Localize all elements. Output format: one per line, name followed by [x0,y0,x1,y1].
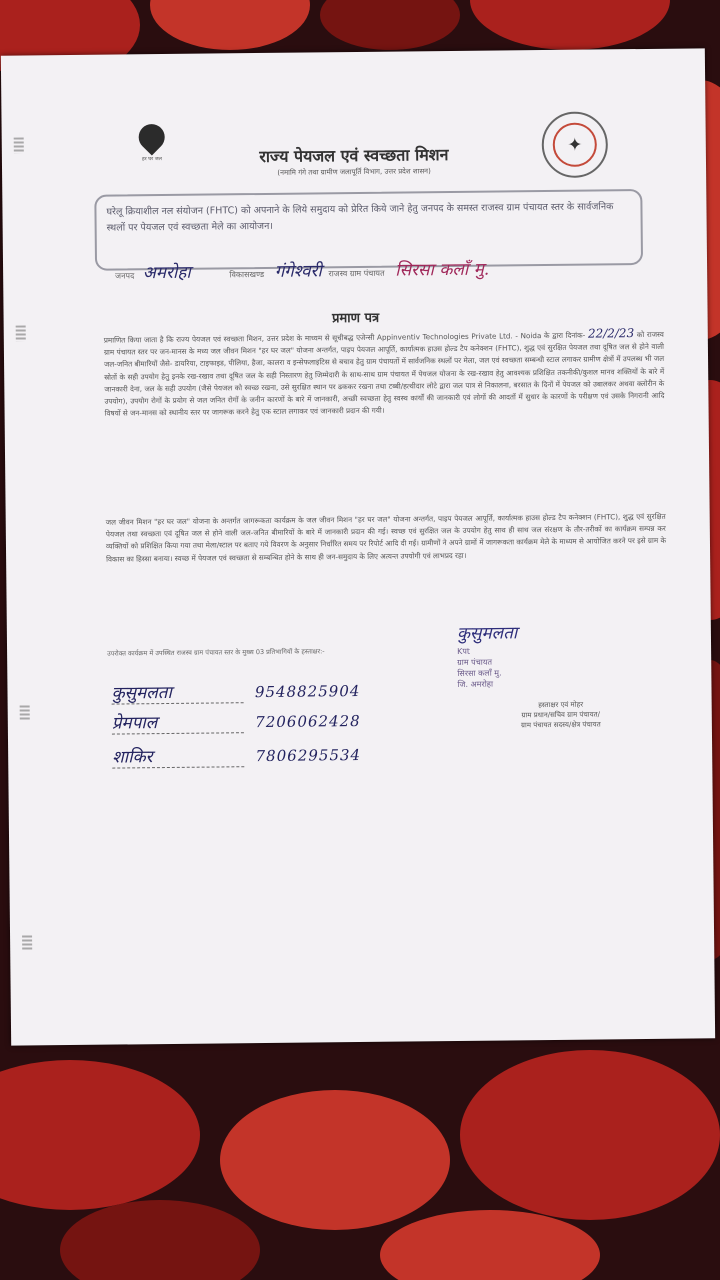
stamp-line: सिरसा कलाँ मु. [457,668,502,678]
participant-row [111,678,360,705]
signatory-block [457,619,658,690]
official-stamp [457,644,657,690]
block-label: विकासखण्ड [229,269,265,280]
participant-row [112,742,361,769]
participant-phone: 7806295534 [255,745,362,766]
document-title: राज्य पेयजल एवं स्वच्छता मिशन [259,145,449,167]
event-date: 22/2/23 [587,326,635,341]
participant-name: कुसुमलता [111,679,243,704]
certificate-paragraph-1 [104,327,665,420]
district-label: जनपद [115,271,135,281]
stamp-line: ग्राम पंचायत [457,657,493,667]
certificate-paragraph-2: जल जीवन मिशन "हर घर जल" योजना के अन्तर्गत जागरूकता कार्यक्रम के जल जीवन मिशन "हर घर जल" योजना अन्तर्गत, पाइप पेयजल आपूर्ति, कार्यात्मक हाउस होल्ड टैप कनेक्शन (FHTC), शुद्ध एवं सुरक्षित पेयजल तथा स्वच्छता एवं दूषित जल से होने वाली जल-जनित बीमारियों के बारे में जानकारी प्रदान की गई। स्वच्छ एवं सुरक्षित जल के उपयोग हेतु साथ ही साथ जल संरक्षण के तौर-तरीकों का कार्यक्रम सम्पन्न कर व्यक्तियों को प्रशिक्षित किया गया तथा मेला/स्टाल पर बताए गये विवरण के अनुसार निर्धारित समय पर रिपोर्ट आदि दी गई। ग्रामीणों ने अपने ग्रामों में जागरूकता कार्यक्रम मेले के माध्यम से आयोजित करने पर इसे ग्राम के विकास का हिस्सा बनाया। स्वच्छ में पेयजल एवं स्वच्छता से सम्बन्धित होने के साथ ही जन-समुदाय के लिए अत्यन्त उपयोगी एवं लाभप्रद रहा। [105,511,666,564]
punch-hole [22,935,32,951]
stamp-line: Kपt [457,646,471,656]
document-subtitle: (नमामि गंगे तथा ग्रामीण जलापूर्ति विभाग, उत्तर प्रदेश शासन) [277,167,431,177]
event-description-box: घरेलू क्रियाशील नल संयोजन (FHTC) को अपनाने के लिये समुदाय को प्रेरित किये जाने हेतु जनपद के समस्त राजस्व ग्राम पंचायत स्तर के सार्वजनिक स्थलों पर पेयजल एवं स्वच्छता मेले का आयोजन। [94,189,643,271]
participant-phone: 7206062428 [255,711,361,732]
punch-hole [20,705,30,721]
participant-name: प्रेमपाल [112,709,244,734]
signatory-signature: कुसुमलता [456,623,518,644]
signature-caption: हस्ताक्षर एवं मोहर ग्राम प्रधान/सचिव ग्राम पंचायत/ ग्राम पंचायत सदस्य/क्षेत्र पंचायत [520,700,601,730]
panchayat-value: सिरसा कलाँ मु. [395,259,490,281]
para1-rest: को राजस्व ग्राम पंचायत स्तर पर जन-मानस के मध्य जल जीवन मिशन "हर घर जल" योजना अन्तर्गत, पाइप पेयजल आपूर्ति, कार्यात्मक हाउस होल्ड टैप कनेक्शन (FHTC), शुद्ध एवं सुरक्षित पेयजल तथा दूषित जल से होने वाली जल-जनित बीमारियों जैसे- डायरिया, टाइफाइड, पीलिया, हैजा, कालरा व इन्सेफलाइटिस से बचाव हेतु ग्राम पंचायतों में सार्वजनिक स्थलों पर मेला, जल एवं स्वच्छता सम्बन्धी स्टाल लगाकर ग्रामीण क्षेत्रों में उपलब्ध भी जल स्रोतों के सही उपयोग हेतु इनके रख-रखाव तथा दूषित जल के सही निस्तारण हेतु जिम्मेदारी के साथ-साथ ग्राम पंचायत में पेयजल योजना के रख-रखाव हेतु आवश्यक प्रशिक्षित तकनीकी/कुशल मानव शक्तियों के बारे में जानकारी देना, जल के सही उपयोग (जैसे पेयजल को स्वच्छ रखना, उसे सुरक्षित स्थान पर ढककर रखना तथा टब्बी/हत्थीदार लोटे द्वारा जल पात्र से निकालना, बरसात के दिनों में पेयजल को उबालकर अथवा क्लोरीन के उपयोग), उपयोग रोगों के प्रयोग से जल जनित रोगों के जनीन कारणों के बारे में जानकारी, अच्छी स्वच्छता हेतु स्वस्थ कार्यों की जानकारी एवं लोगों की आदतों में सुधार के कारणों के परीक्षण एवं उसके निगरानी आदि विषयों से जन-मानस को स्थानीय स्तर पर जागरूक करने हेतु एक स्टाल लगाकर एवं जानकारी प्रदान की गयी। [103,329,665,418]
up-government-emblem: ✦ [541,111,608,178]
attendance-note: उपरोक्त कार्यक्रम में उपस्थित राजस्व ग्राम पंचायत स्तर के मुख्य 03 प्रतिभागियों के हस्ताक्षर:- [107,647,325,658]
participant-phone: 9548825904 [254,681,361,702]
location-row [115,255,675,284]
panchayat-label: राजस्व ग्राम पंचायत [328,268,385,279]
certificate-heading: प्रमाण पत्र [332,310,380,327]
certificate-paper [1,48,715,1045]
water-mission-logo: हर घर जल [126,124,179,195]
para1-start: प्रमाणित किया जाता है कि राज्य पेयजल एवं स्वच्छता मिशन, उत्तर प्रदेश के माध्यम से सूचीबद्ध एजेन्सी Appinventiv Technologies Private Ltd. - Noida के द्वारा दिनांक- [103,330,586,345]
stamp-line: जि. अमरोहा [457,679,494,689]
district-value: अमरोहा [142,262,191,284]
participant-row [112,708,361,735]
block-value: गंगेश्वरी [274,261,322,282]
participant-name: शाकिर [112,743,244,768]
